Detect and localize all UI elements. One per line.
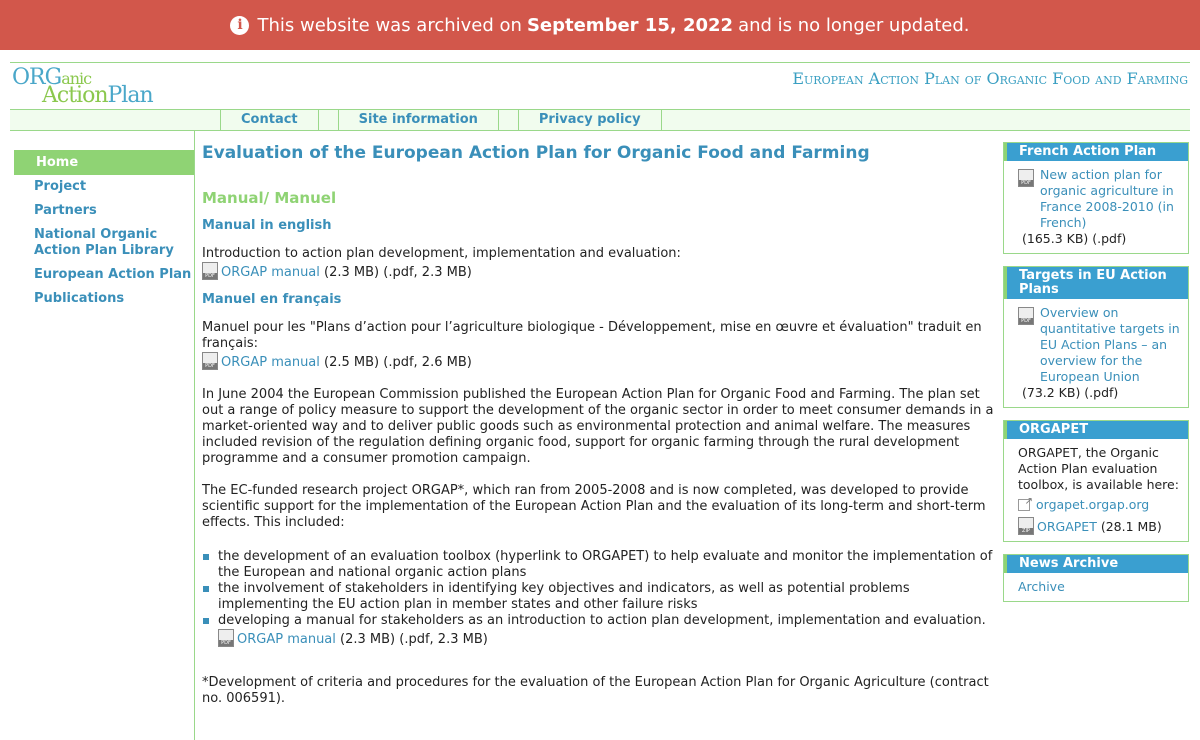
page-title: Evaluation of the European Action Plan for Organic Food and Farming <box>202 143 870 163</box>
targets-link[interactable]: Overview on quantitative targets in EU Action Plans – an overview for the European Union <box>1040 305 1180 384</box>
manual-english-doc <box>202 262 997 281</box>
orgap-manual-fr-link[interactable]: ORGAP manual <box>221 355 320 370</box>
orgap-manual-en-link[interactable]: ORGAP manual <box>221 265 320 280</box>
banner-date: September 15, 2022 <box>526 14 734 36</box>
orgapet-web-link[interactable]: orgapet.orgap.org <box>1036 497 1150 512</box>
list-item: the development of an evaluation toolbox (hyperlink to ORGAPET) to help evaluate and monitor the implementation of the European and national organic action plans <box>202 549 997 581</box>
file-size: (165.3 KB) (.pdf) <box>1022 231 1127 246</box>
targets-box <box>1003 266 1189 408</box>
box-title: News Archive <box>1004 555 1188 573</box>
file-size: (2.5 MB) (.pdf, 2.6 MB) <box>324 355 472 370</box>
main-content <box>202 143 997 707</box>
list-item <box>202 613 997 648</box>
pdf-icon <box>218 629 234 647</box>
archive-link[interactable]: Archive <box>1018 579 1065 594</box>
list-item: the involvement of stakeholders in identifying key objectives and indicators, as well as potential problems implementing the EU action plan in member states and other failure risks <box>202 581 997 613</box>
file-size: (2.3 MB) (.pdf, 2.3 MB) <box>340 632 488 647</box>
external-link-icon <box>1018 499 1030 511</box>
pdf-icon <box>202 352 218 370</box>
site-title: European Action Plan of Organic Food and Farming <box>792 69 1188 88</box>
column-divider <box>194 131 195 740</box>
manual-heading: Manual/ Manuel <box>202 189 337 207</box>
left-navigation <box>14 150 195 315</box>
pdf-icon <box>1018 307 1034 325</box>
logo-text-plan: Plan <box>107 83 153 108</box>
sidebar-item-project[interactable]: Project <box>34 179 87 194</box>
file-size: (73.2 KB) (.pdf) <box>1022 385 1119 400</box>
nav-contact[interactable]: Contact <box>220 110 318 131</box>
nav-site-information[interactable]: Site information <box>338 110 498 131</box>
top-navigation <box>220 110 662 131</box>
right-sidebar <box>1003 142 1189 614</box>
zip-icon <box>1018 517 1034 535</box>
orgapet-zip-link[interactable]: ORGAPET <box>1037 519 1097 534</box>
orgapet-box <box>1003 420 1189 542</box>
intro-paragraph: In June 2004 the European Commission published the European Action Plan for Organic Food and Farming. The plan set out a range of policy measure to support the development of the organic sector in order to meet consumer demands in a market-oriented way and to deliver public goods such as environmental protection and animal welfare. The measures included revision of the regulation defining organic food, support for organic farming through the rural development programme and a consumer promotion campaign. <box>202 387 994 466</box>
banner-text-post: and is no longer updated. <box>738 14 970 36</box>
info-icon: i <box>230 16 249 35</box>
nav-privacy-policy[interactable]: Privacy policy <box>518 110 662 131</box>
orgap-manual-link[interactable]: ORGAP manual <box>237 632 336 647</box>
logo-text-org: ORG <box>12 65 62 90</box>
orgapet-description: ORGAPET, the Organic Action Plan evaluation toolbox, is available here: <box>1018 445 1179 492</box>
sidebar-item-publications[interactable]: Publications <box>34 291 125 306</box>
box-title: ORGAPET <box>1004 421 1188 439</box>
manual-french-heading: Manuel en français <box>202 292 342 307</box>
orgap-paragraph: The EC-funded research project ORGAP*, which ran from 2005-2008 and is now completed, was developed to provide scientific support for the implementation of the European Action Plan and the evaluation of its long-term and short-term effects. This included: <box>202 483 986 530</box>
sidebar-item-partners[interactable]: Partners <box>34 203 97 218</box>
manual-english-heading: Manual in english <box>202 218 332 233</box>
french-action-plan-box <box>1003 142 1189 254</box>
list-item-text: developing a manual for stakeholders as an introduction to action plan development, implementation and evaluation. <box>218 613 986 628</box>
included-list <box>202 549 997 648</box>
sidebar-item-library[interactable]: National Organic Action Plan Library <box>34 227 174 258</box>
box-title: French Action Plan <box>1004 143 1188 161</box>
banner-text-pre: This website was archived on <box>257 14 522 36</box>
site-header <box>10 62 1190 110</box>
sidebar-item-home[interactable]: Home <box>14 150 195 175</box>
manual-english-intro: Introduction to action plan development, implementation and evaluation: <box>202 246 681 261</box>
orgap-logo[interactable] <box>12 65 187 109</box>
logo-text-action: Action <box>42 83 108 108</box>
archive-banner <box>0 0 1200 50</box>
file-size: (28.1 MB) <box>1100 519 1162 534</box>
news-archive-box <box>1003 554 1189 602</box>
nav-separator <box>498 110 518 131</box>
manual-french-intro: Manuel pour les "Plans d’action pour l’agriculture biologique - Développement, mise en œuvre et évaluation" traduit en français: <box>202 320 982 351</box>
manual-french-doc <box>202 352 997 371</box>
french-action-plan-link[interactable]: New action plan for organic agriculture in France 2008-2010 (in French) <box>1040 167 1174 230</box>
box-title: Targets in EU Action Plans <box>1004 267 1188 299</box>
pdf-icon <box>202 262 218 280</box>
footnote: *Development of criteria and procedures for the evaluation of the European Action Plan for Organic Agriculture (contract no. 006591). <box>202 675 989 706</box>
sidebar-item-european-action-plan[interactable]: European Action Plan <box>34 267 192 282</box>
logo-text-anic: anic <box>61 69 92 88</box>
pdf-icon <box>1018 169 1034 187</box>
nav-separator <box>318 110 338 131</box>
file-size: (2.3 MB) (.pdf, 2.3 MB) <box>324 265 472 280</box>
